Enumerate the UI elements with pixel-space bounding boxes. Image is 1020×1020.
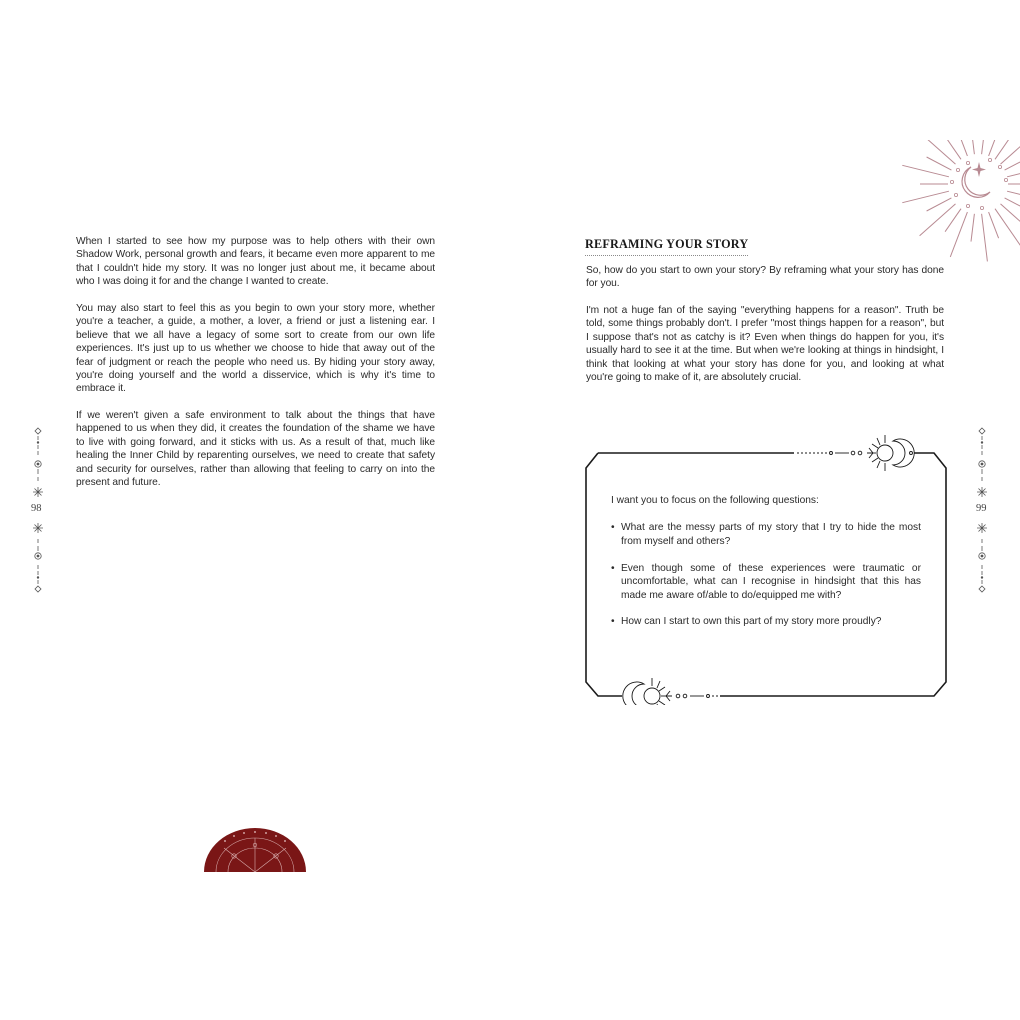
page-number-right: 99 [976, 503, 987, 514]
sunburst-ray [982, 140, 988, 154]
sunburst-ray [945, 209, 961, 232]
sunburst-ray [920, 204, 956, 236]
question-text: Even though some of these experiences were traumatic or uncomfortable, what can I recognise in hindsight that this has made me aware of/able to do/equipped me with? [621, 562, 921, 601]
right-paragraph-2: I'm not a huge fan of the saying "everything happens for a reason". Truth be told, some things probably don't. I prefer "most things happen for a reason", but I suppose that's not as catchy is it? Even when things do happen for you, it's usually hard to see it at the time. But when we're looking at things in hindsight, I think that looking at what your story has done for you, and looking at what you're going to make of it, are absolutely crucial. [586, 305, 944, 384]
sunburst-ray [950, 212, 967, 257]
sunburst-moon-icon [894, 140, 1020, 266]
list-item [611, 615, 921, 628]
sunburst-ray [971, 140, 974, 154]
left-paragraph-1: When I started to see how my purpose was to help others with their own Shadow Work, personal growth and fears, it became even more apparent to me that I couldn't hide my story. It was no longer just about me, it became about who I was doing it for and the change I wanted to create. [76, 236, 435, 288]
sunburst-ray [1007, 170, 1020, 177]
list-item [611, 562, 921, 602]
sunburst-ray [989, 140, 999, 156]
sunburst-ray [927, 157, 952, 170]
sunburst-ray [927, 198, 952, 211]
bullet: • [611, 522, 615, 534]
sunburst-ray [1001, 146, 1020, 165]
right-page [510, 0, 1020, 1020]
zodiac-dome-icon [204, 828, 306, 872]
bullet: • [611, 562, 615, 574]
left-paragraph-3: If we weren't given a safe environment to talk about the things that have happened to us when they did, it creates the foundation of the shame we have to live with going forward, and it sticks with us. As a result of that, much like healing the Inner Child by reparenting ourselves, we need to create that safety and security for ourselves, rather than allowing that feeling to carry on into the present and future. [76, 410, 435, 489]
list-item [611, 521, 921, 548]
sunburst-ray [989, 212, 999, 238]
sunburst-ray [982, 214, 988, 262]
folio-ornament-icon [30, 522, 46, 594]
sunburst-ray [1001, 204, 1020, 223]
question-list [611, 521, 921, 628]
question-text: How can I start to own this part of my story more proudly? [621, 616, 882, 628]
folio-ornament-icon [974, 426, 990, 498]
left-paragraph-2: You may also start to feel this as you begin to own your story more, whether you're a teacher, a guide, a mother, a lover, a friend or just a listening ear. I believe that we all have a legacy of some sort to create from our own life experiences. It's just up to us whether we choose to hide that away out of the fear of judgment or reach the people who need us. By hiding your story away, you're doing yourself and the world a disservice, which is why it's time to embrace it. [76, 303, 435, 395]
sunburst-ray [1007, 191, 1020, 198]
question-text: What are the messy parts of my story that I try to hide the most from myself and others? [621, 522, 921, 547]
right-paragraph-1: So, how do you start to own your story? By reframing what your story has done for you. [586, 265, 944, 290]
bullet: • [611, 616, 615, 628]
sunburst-ray [902, 191, 949, 203]
sunburst-ray [971, 214, 974, 242]
section-heading: REFRAMING YOUR STORY [585, 237, 748, 256]
sunburst-ray [902, 165, 949, 177]
sunburst-ray [995, 209, 1020, 249]
page-number-left: 98 [31, 503, 42, 514]
question-box [611, 494, 921, 642]
folio-ornament-icon [974, 522, 990, 594]
folio-ornament-icon [30, 426, 46, 498]
box-intro: I want you to focus on the following questions: [611, 495, 819, 506]
